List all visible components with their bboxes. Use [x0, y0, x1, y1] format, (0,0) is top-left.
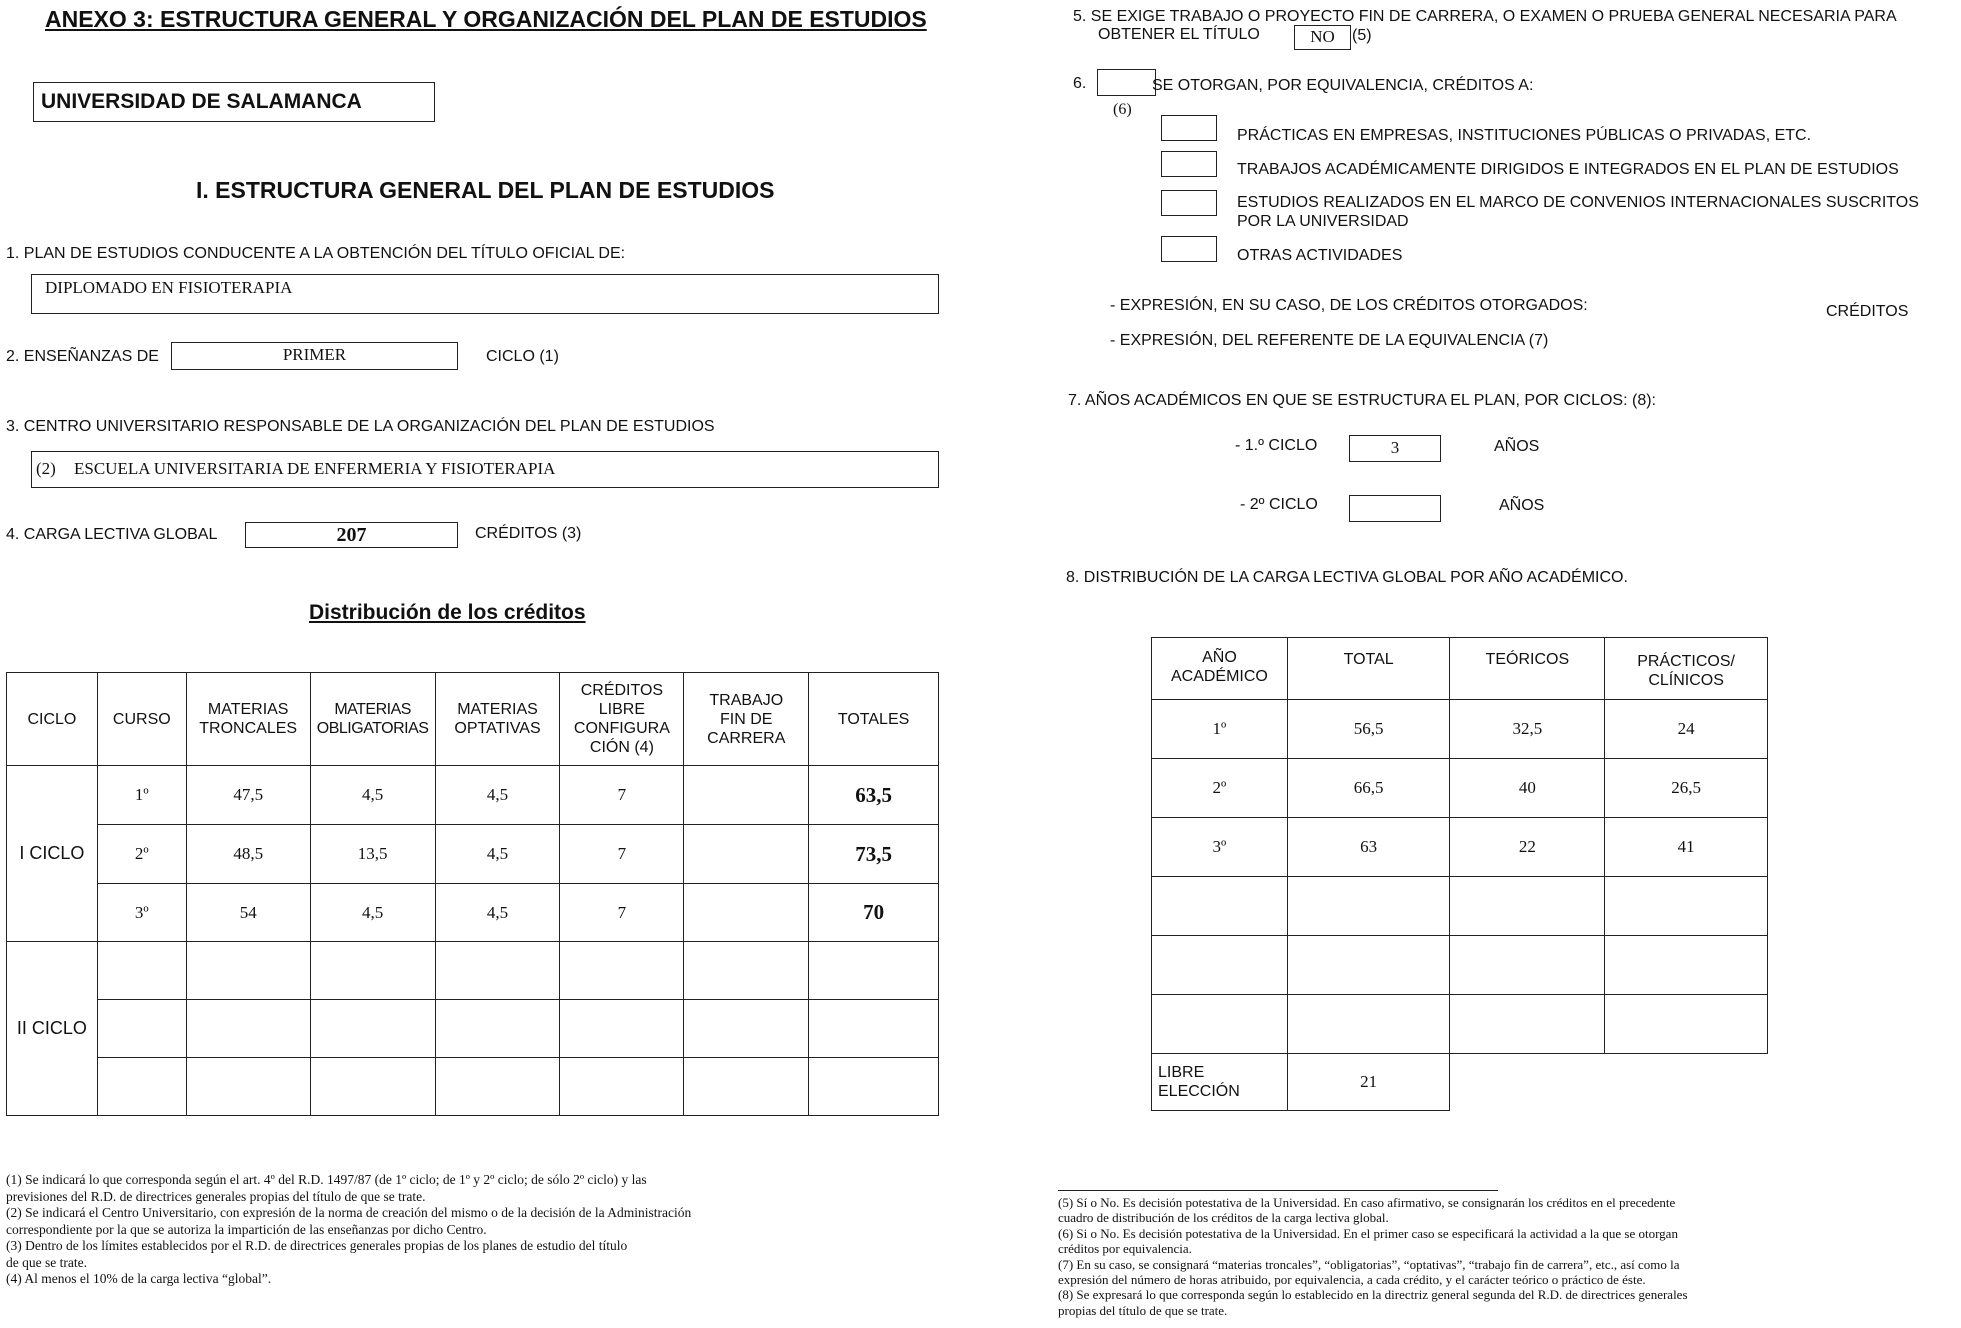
- q7-ciclo1-field[interactable]: [1349, 435, 1441, 462]
- option-trabajos: TRABAJOS ACADÉMICAMENTE DIRIGIDOS E INTEGRADOS EN EL PLAN DE ESTUDIOS: [1237, 161, 1899, 178]
- checkbox-estudios[interactable]: [1161, 190, 1217, 216]
- empty-cell: [1152, 936, 1288, 995]
- footnote-line: (4) Al menos el 10% de la carga lectiva “global”.: [6, 1271, 272, 1286]
- footnote-line: (3) Dentro de los límites establecidos por el R.D. de directrices generales propias de los planes de estudio del título: [6, 1238, 628, 1253]
- checkbox-practicas[interactable]: [1161, 115, 1217, 141]
- header-obligatorias: MATERIAS OBLIGATORIAS: [310, 673, 435, 766]
- empty-cell: [560, 1058, 684, 1116]
- libre-eleccion-value: 21: [1287, 1054, 1450, 1111]
- cell-practicos: 26,5: [1605, 759, 1768, 818]
- q1-field[interactable]: [31, 274, 939, 314]
- header-anio: AÑO ACADÉMICO: [1152, 638, 1288, 700]
- empty-cell: [1605, 877, 1768, 936]
- footnote-line: (8) Se expresará lo que corresponda según lo establecido en la directriz general segunda del R.D. de directrices generales: [1058, 1287, 1688, 1303]
- empty-cell: [1450, 995, 1605, 1054]
- table-row: [7, 1058, 939, 1116]
- footnotes-left: [6, 1172, 691, 1288]
- empty-cell: [809, 1000, 939, 1058]
- q6-number: 6.: [1073, 75, 1087, 92]
- cell-total: 63,5: [809, 766, 939, 825]
- year-distribution-table: [1151, 637, 1768, 1111]
- empty-cell: [1605, 995, 1768, 1054]
- ciclo-1-label: I CICLO: [7, 766, 98, 942]
- cell-obligatorias: 13,5: [310, 825, 435, 884]
- table-row: [7, 884, 939, 942]
- q6-field[interactable]: [1097, 69, 1156, 96]
- footnote-line: (5) Sí o No. Es decisión potestativa de la Universidad. En caso afirmativo, se consignarán los créditos en el precedente: [1058, 1195, 1676, 1210]
- q7-ciclo1-unit: AÑOS: [1494, 438, 1540, 455]
- q1-value: DIPLOMADO EN FISIOTERAPIA: [45, 278, 293, 297]
- empty-cell: [1287, 936, 1450, 995]
- empty-cell: [684, 1000, 809, 1058]
- footnotes-right: [1058, 1195, 1688, 1318]
- footnote-line: créditos por equivalencia.: [1058, 1241, 1192, 1257]
- q4-value: 207: [336, 524, 367, 546]
- cell-practicos: 41: [1605, 818, 1768, 877]
- header-troncales: MATERIAS TRONCALES: [186, 673, 310, 766]
- q7-ciclo1-label: - 1.º CICLO: [1235, 437, 1318, 454]
- empty-cell: [97, 1000, 186, 1058]
- empty-cell: [809, 1058, 939, 1116]
- empty-cell: [1450, 936, 1605, 995]
- table-row: [1152, 759, 1768, 818]
- empty-cell: [310, 1058, 435, 1116]
- cell-teoricos: 32,5: [1450, 700, 1605, 759]
- q2-field[interactable]: [171, 342, 458, 370]
- footnote-line: de que se trate.: [6, 1254, 87, 1270]
- empty-cell: [1605, 936, 1768, 995]
- header-totales: TOTALES: [809, 673, 939, 766]
- q6-label: SE OTORGAN, POR EQUIVALENCIA, CRÉDITOS A:: [1152, 77, 1534, 94]
- q5-label-line1: 5. SE EXIGE TRABAJO O PROYECTO FIN DE CARRERA, O EXAMEN O PRUEBA GENERAL NECESARIA PARA: [1073, 8, 1897, 25]
- q3-field[interactable]: [31, 451, 939, 488]
- q8-label: 8. DISTRIBUCIÓN DE LA CARGA LECTIVA GLOBAL POR AÑO ACADÉMICO.: [1066, 569, 1628, 586]
- option-estudios: ESTUDIOS REALIZADOS EN EL MARCO DE CONVENIOS INTERNACIONALES SUSCRITOS: [1237, 194, 1919, 211]
- cell-trabajo: [684, 884, 809, 942]
- cell-trabajo: [684, 766, 809, 825]
- header-curso: CURSO: [97, 673, 186, 766]
- option-practicas: PRÁCTICAS EN EMPRESAS, INSTITUCIONES PÚBLICAS O PRIVADAS, ETC.: [1237, 127, 1812, 144]
- cell-obligatorias: 4,5: [310, 884, 435, 942]
- empty-cell: [1152, 877, 1288, 936]
- cell-troncales: 54: [186, 884, 310, 942]
- q6-credits-unit: CRÉDITOS: [1826, 303, 1909, 320]
- footnote-line: correspondiente por la que se autoriza la impartición de las enseñanzas por dicho Centro.: [6, 1221, 487, 1237]
- cell-libre: 7: [560, 825, 684, 884]
- distribution-title: Distribución de los créditos: [309, 601, 586, 624]
- empty-cell: [435, 1000, 560, 1058]
- cell-trabajo: [684, 825, 809, 884]
- q4-field[interactable]: [245, 522, 458, 548]
- cell-teoricos: 22: [1450, 818, 1605, 877]
- q3-note: (2): [36, 459, 56, 478]
- table-row-libre-eleccion: [1152, 1054, 1768, 1111]
- cell-optativas: 4,5: [435, 825, 560, 884]
- empty-cell: [560, 1000, 684, 1058]
- cell-curso: 1º: [97, 766, 186, 825]
- cell-total: 56,5: [1287, 700, 1450, 759]
- table-row: [1152, 995, 1768, 1054]
- footnote-line: previsiones del R.D. de directrices generales propias del título de que se trate.: [6, 1188, 426, 1204]
- empty-cell: [435, 1058, 560, 1116]
- cell-anio: 1º: [1152, 700, 1288, 759]
- table-row: [1152, 700, 1768, 759]
- q6-expression-referent: - EXPRESIÓN, DEL REFERENTE DE LA EQUIVALENCIA (7): [1110, 332, 1549, 349]
- header-total: TOTAL: [1287, 638, 1450, 700]
- footnote-divider: [1058, 1190, 1498, 1191]
- cell-practicos: 24: [1605, 700, 1768, 759]
- footnote-line: (7) En su caso, se consignará “materias troncales”, “obligatorias”, “optativas”, “trabajo fin de carrera”, etc., así como la: [1058, 1256, 1680, 1272]
- empty-cell: [1287, 877, 1450, 936]
- blank-cell: [1605, 1054, 1768, 1111]
- empty-cell: [1152, 995, 1288, 1054]
- cell-libre: 7: [560, 884, 684, 942]
- cell-total: 66,5: [1287, 759, 1450, 818]
- credits-distribution-table: [6, 672, 939, 1116]
- q7-label: 7. AÑOS ACADÉMICOS EN QUE SE ESTRUCTURA EL PLAN, POR CICLOS: (8):: [1068, 392, 1656, 409]
- footnote-line: cuadro de distribución de los créditos de la carga lectiva global.: [1058, 1210, 1389, 1226]
- footnote-line: (2) Se indicará el Centro Universitario, con expresión de la norma de creación del mismo o de la decisión de la Administración: [6, 1205, 692, 1220]
- footnote-line: expresión del número de horas atribuido, por equivalencia, a cada crédito, y el carácter teórico o práctico de éste.: [1058, 1272, 1646, 1288]
- empty-cell: [97, 1058, 186, 1116]
- blank-cell: [1450, 1054, 1605, 1111]
- q7-ciclo2-field[interactable]: [1349, 495, 1441, 522]
- cell-optativas: 4,5: [435, 766, 560, 825]
- q5-note: (5): [1352, 27, 1372, 44]
- cell-optativas: 4,5: [435, 884, 560, 942]
- cell-anio: 3º: [1152, 818, 1288, 877]
- empty-cell: [186, 942, 310, 1000]
- option-otras: OTRAS ACTIVIDADES: [1237, 247, 1403, 264]
- q7-ciclo2-label: - 2º CICLO: [1240, 496, 1318, 513]
- q2-label: 2. ENSEÑANZAS DE: [6, 348, 159, 365]
- table-header-row: [7, 673, 939, 766]
- q5-field[interactable]: [1294, 25, 1351, 50]
- table-row: [1152, 936, 1768, 995]
- empty-cell: [186, 1058, 310, 1116]
- cell-curso: 3º: [97, 884, 186, 942]
- header-teoricos: TEÓRICOS: [1450, 638, 1605, 700]
- empty-cell: [310, 942, 435, 1000]
- q7-ciclo1-value: 3: [1390, 438, 1400, 457]
- option-estudios-line2: POR LA UNIVERSIDAD: [1237, 213, 1409, 230]
- q4-suffix: CRÉDITOS (3): [475, 525, 582, 542]
- footnote-line: propias del título de que se trate.: [1058, 1302, 1228, 1318]
- empty-cell: [684, 942, 809, 1000]
- year-table-header-row: [1152, 638, 1768, 700]
- empty-cell: [435, 942, 560, 1000]
- q2-value: PRIMER: [282, 345, 347, 364]
- cell-total: 70: [809, 884, 939, 942]
- cell-curso: 2º: [97, 825, 186, 884]
- cell-troncales: 48,5: [186, 825, 310, 884]
- q3-value: ESCUELA UNIVERSITARIA DE ENFERMERIA Y FISIOTERAPIA: [74, 459, 556, 478]
- table-row: [7, 942, 939, 1000]
- cell-total: 63: [1287, 818, 1450, 877]
- university-box: [33, 82, 435, 122]
- section-title: I. ESTRUCTURA GENERAL DEL PLAN DE ESTUDIOS: [196, 177, 775, 203]
- university-name: UNIVERSIDAD DE SALAMANCA: [41, 90, 362, 113]
- header-libre-configuracion: CRÉDITOS LIBRE CONFIGURA CIÓN (4): [560, 673, 684, 766]
- cell-total: 73,5: [809, 825, 939, 884]
- q3-label: 3. CENTRO UNIVERSITARIO RESPONSABLE DE LA ORGANIZACIÓN DEL PLAN DE ESTUDIOS: [6, 418, 715, 435]
- q6-expression-credits: - EXPRESIÓN, EN SU CASO, DE LOS CRÉDITOS OTORGADOS:: [1110, 297, 1588, 314]
- empty-cell: [684, 1058, 809, 1116]
- table-row: [1152, 818, 1768, 877]
- header-optativas: MATERIAS OPTATIVAS: [435, 673, 560, 766]
- header-trabajo-fin-carrera: TRABAJO FIN DE CARRERA: [684, 673, 809, 766]
- header-ciclo: CICLO: [7, 673, 98, 766]
- q7-ciclo2-unit: AÑOS: [1499, 497, 1545, 514]
- q5-value: NO: [1310, 27, 1335, 46]
- header-practicos: PRÁCTICOS/ CLÍNICOS: [1605, 638, 1768, 700]
- libre-eleccion-label: LIBRE ELECCIÓN: [1152, 1054, 1288, 1111]
- empty-cell: [186, 1000, 310, 1058]
- cell-anio: 2º: [1152, 759, 1288, 818]
- ciclo-2-label: II CICLO: [7, 942, 98, 1116]
- empty-cell: [809, 942, 939, 1000]
- empty-cell: [310, 1000, 435, 1058]
- q5-label-line2: OBTENER EL TÍTULO: [1098, 26, 1260, 43]
- table-row: [7, 1000, 939, 1058]
- footnote-line: (6) Si o No. Es decisión potestativa de la Universidad. En el primer caso se especificará la actividad a la que se otorgan: [1058, 1225, 1678, 1241]
- q1-label: 1. PLAN DE ESTUDIOS CONDUCENTE A LA OBTENCIÓN DEL TÍTULO OFICIAL DE:: [6, 245, 626, 262]
- footnote-line: (1) Se indicará lo que corresponda según el art. 4º del R.D. 1497/87 (de 1º ciclo; de 1º y 2º ciclo; de sólo 2º ciclo) y las: [6, 1172, 647, 1187]
- q4-label: 4. CARGA LECTIVA GLOBAL: [6, 526, 218, 543]
- checkbox-trabajos[interactable]: [1161, 151, 1217, 177]
- empty-cell: [1287, 995, 1450, 1054]
- cell-troncales: 47,5: [186, 766, 310, 825]
- table-row: [7, 825, 939, 884]
- empty-cell: [97, 942, 186, 1000]
- annex-title: ANEXO 3: ESTRUCTURA GENERAL Y ORGANIZACIÓN DEL PLAN DE ESTUDIOS: [45, 6, 927, 32]
- table-row: [7, 766, 939, 825]
- cell-obligatorias: 4,5: [310, 766, 435, 825]
- cell-libre: 7: [560, 766, 684, 825]
- cell-teoricos: 40: [1450, 759, 1605, 818]
- table-row: [1152, 877, 1768, 936]
- checkbox-otras[interactable]: [1161, 236, 1217, 262]
- empty-cell: [560, 942, 684, 1000]
- q6-note: (6): [1113, 101, 1132, 118]
- q2-suffix: CICLO (1): [486, 348, 559, 365]
- empty-cell: [1450, 877, 1605, 936]
